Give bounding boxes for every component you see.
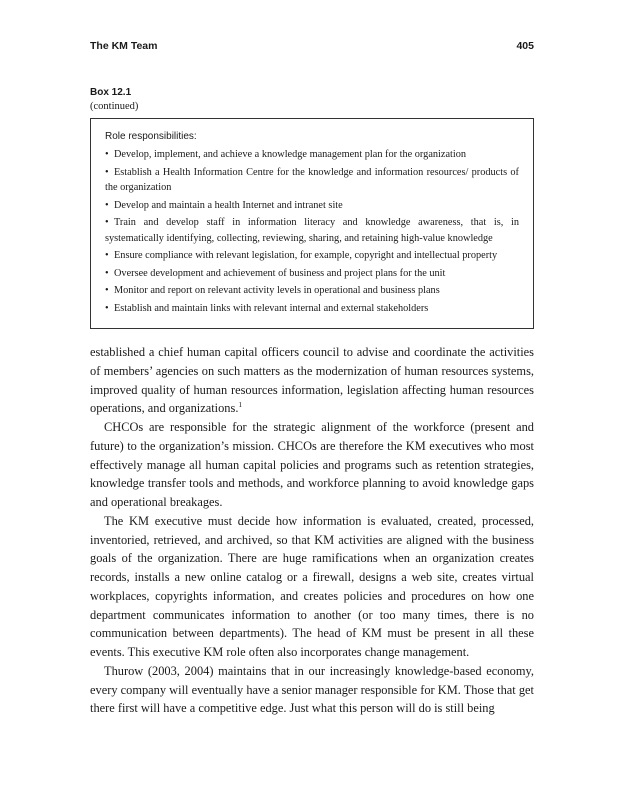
paragraph-text: established a chief human capital officers council to advise and coordinate the activities of members’ agencies on such matters as the modernization of human resources systems, improved quality of human resources information, legislation affecting human resources operations, and organizations.	[90, 345, 534, 416]
box-heading: Role responsibilities:	[105, 131, 197, 142]
list-item-text: Develop and maintain a health Internet and intranet site	[114, 199, 343, 211]
list-item-text: Ensure compliance with relevant legislation, for example, copyright and intellectual property	[114, 250, 498, 261]
bullet-icon: •	[105, 166, 109, 178]
list-item-text: Train and develop staff in information literacy and knowledge awareness, that is, in systematically identifying, collecting, reviewing, sharing, and retaining high-value knowledge	[105, 217, 519, 244]
list-item	[105, 301, 519, 317]
list-item-text: Oversee development and achievement of business and project plans for the unit	[114, 267, 446, 279]
role-responsibilities-box	[90, 118, 534, 329]
box-label: Box 12.1	[90, 87, 132, 98]
running-head	[90, 40, 534, 56]
list-item-text: Establish a Health Information Centre for the knowledge and information resources/ products of the organization	[105, 166, 519, 193]
page	[90, 40, 534, 718]
list-item	[105, 165, 519, 196]
bullet-icon: •	[105, 149, 109, 160]
bullet-icon: •	[105, 250, 109, 261]
list-item-text: Develop, implement, and achieve a knowledge management plan for the organization	[114, 149, 467, 160]
bullet-icon: •	[105, 199, 109, 211]
footnote-marker[interactable]: 1	[238, 400, 243, 410]
box-continued-label: (continued)	[90, 101, 139, 112]
list-item-text: Monitor and report on relevant activity levels in operational and business plans	[114, 285, 440, 296]
bullet-icon: •	[105, 217, 109, 228]
bullet-icon: •	[105, 285, 109, 296]
list-item-text: Establish and maintain links with relevant internal and external stakeholders	[114, 302, 429, 314]
paragraph: The KM executive must decide how information is evaluated, created, processed, inventoried, retrieved, and archived, so that KM activities are aligned with the business goals of the organization. There are huge ramifications when an organization creates records, installs a new online catalog or a firewall, designs a web site, creates virtual workplaces, copyrights information, and creates policies and procedures on how one department communicates information to another (or too many times, there is no communication between departments). The head of KM must be present in all these events. This executive KM role often also incorporates change management.	[90, 513, 534, 659]
list-item	[105, 215, 519, 246]
paragraph: CHCOs are responsible for the strategic alignment of the workforce (present and future) to the organization’s mission. CHCOs are therefore the KM executives who most effectively manage all human capital policies and programs such as retention strategies, knowledge transfer tools and methods, and workforce planning to avoid knowledge gaps and operational breakages.	[90, 420, 534, 509]
bullet-icon: •	[105, 302, 109, 314]
paragraph: Thurow (2003, 2004) maintains that in our increasingly knowledge-based economy, every company will eventually have a senior manager responsible for KM. Those that get there first will have a competitive edge. Just what this person will do is still being	[90, 663, 534, 716]
list-item	[105, 283, 519, 299]
list-item	[105, 248, 519, 264]
list-item	[105, 266, 519, 282]
page-number: 405	[516, 40, 534, 52]
bullet-icon: •	[105, 267, 109, 279]
responsibilities-list	[105, 147, 519, 316]
running-title: The KM Team	[90, 40, 158, 52]
paragraph	[90, 343, 534, 418]
list-item	[105, 147, 519, 163]
list-item	[105, 198, 519, 214]
body-text	[90, 343, 534, 718]
